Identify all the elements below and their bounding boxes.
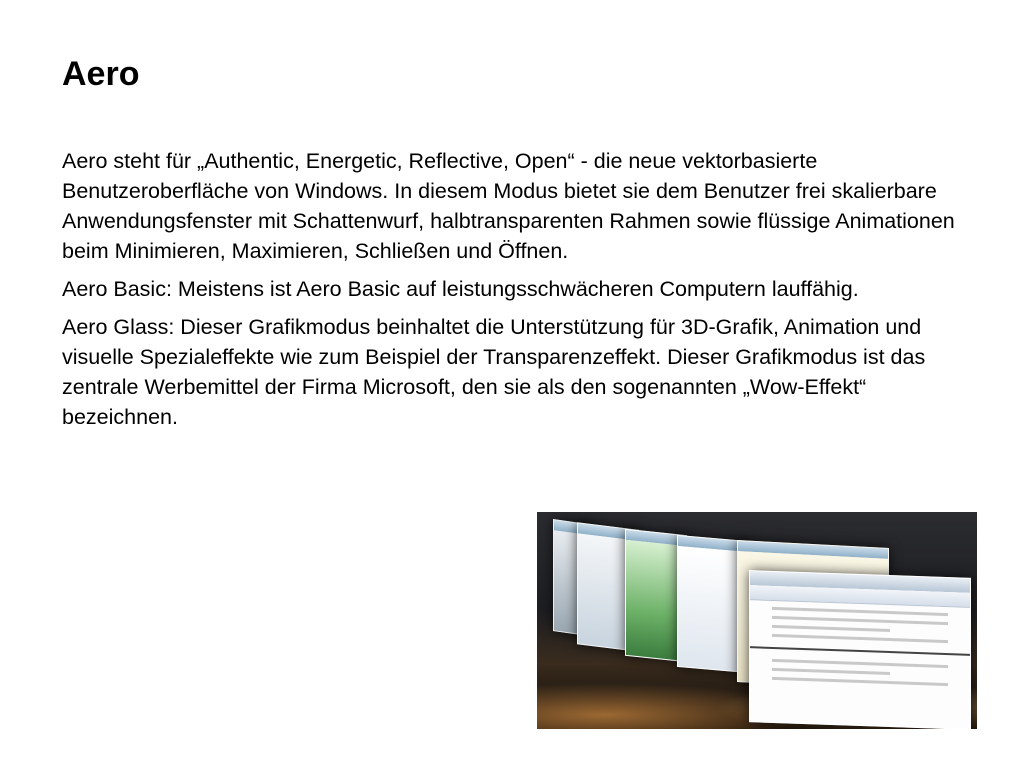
paragraph-aero-basic: Aero Basic: Meistens ist Aero Basic auf leistungsschwächeren Computern lauffähig. [62, 277, 859, 301]
slide-title: Aero [62, 55, 140, 93]
flip3d-screenshot-image [537, 512, 977, 729]
paragraph-aero-glass: Aero Glass: Dieser Grafikmodus beinhaltet die Unterstützung für 3D-Grafik, Animation und visuelle Spezialeffekte wie zum Beispiel der Transparenzeffekt. Dieser Grafikmodus ist das zentrale Werbemittel der Firma Microsoft, den sie als den sogenannten „Wow-Effekt“ bezeichnen. [62, 315, 926, 429]
front-document-window [749, 570, 971, 729]
paragraph-aero-intro: Aero steht für „Authentic, Energetic, Reflective, Open“ - die neue vektorbasierte Benutzeroberfläche von Windows. In diesem Modus bietet sie dem Benutzer frei skalierbare Anwendungsfenster mit Schattenwurf, halbtransparenten Rahmen sowie flüssige Animationen beim Minimieren, Maximieren, Schließen und Öffnen. [62, 149, 955, 263]
slide-body [62, 146, 982, 440]
